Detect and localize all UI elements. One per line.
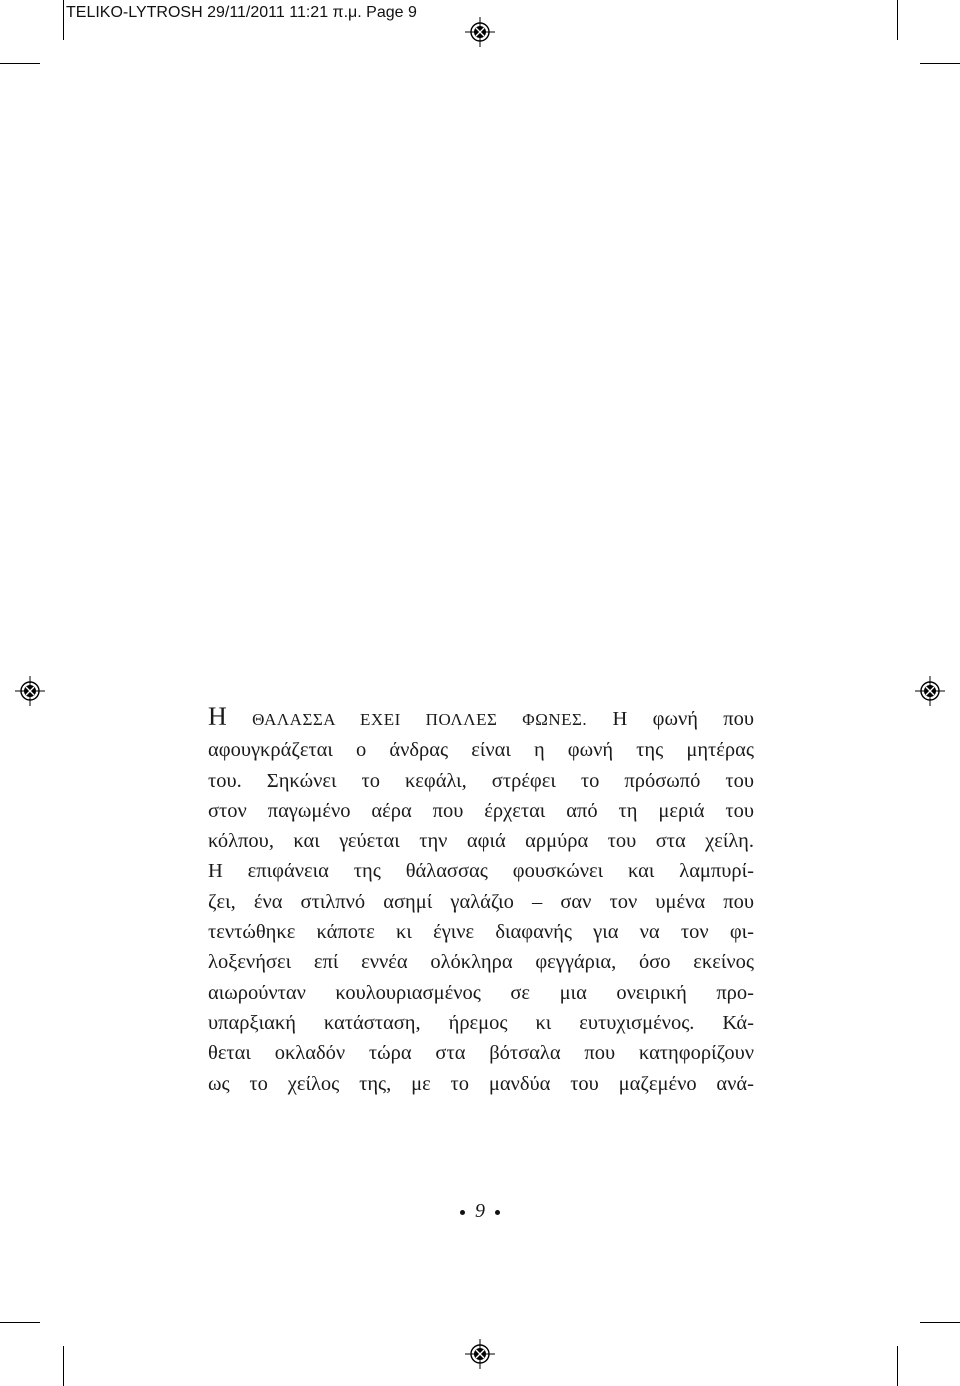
slug-file: TELIKO-LYTROSH	[66, 4, 203, 21]
body-line: υπαρξιακή κατάσταση, ήρεμος κι ευτυχισμένος. Κά-	[208, 1011, 754, 1034]
registration-mark-top-icon	[465, 17, 495, 47]
body-text	[208, 702, 754, 1099]
crop-mark-top-left-vertical	[63, 0, 64, 40]
body-line: του. Σηκώνει το κεφάλι, στρέφει το πρόσωπό του	[208, 769, 754, 792]
registration-mark-left-icon	[15, 676, 45, 706]
body-line: θεται οκλαδόν τώρα στα βότσαλα που κατηφορίζουν	[208, 1042, 754, 1065]
crop-mark-bottom-left-horizontal	[0, 1322, 40, 1323]
opening-smallcaps: ΘΑΛΑΣΣΑ ΕΧΕΙ ΠΟΛΛΕΣ ΦΩΝΕΣ.	[252, 710, 588, 729]
drop-initial: Η	[208, 702, 227, 731]
folio-bullet-right-icon	[495, 1210, 500, 1215]
line1-rest: Η φωνή που	[612, 708, 755, 730]
body-line: κόλπου, και γεύεται την αφιά αρμύρα του στα χείλη.	[208, 830, 754, 853]
crop-mark-top-right-vertical	[897, 0, 898, 40]
crop-mark-bottom-left-vertical	[63, 1346, 64, 1386]
crop-mark-top-left-horizontal	[0, 63, 40, 64]
body-line: αιωρούνταν κουλουριασμένος σε μια ονειρική προ-	[208, 981, 754, 1004]
page-number	[440, 1200, 520, 1223]
body-line: ζει, ένα στιλπνό ασημί γαλάζιο – σαν τον υμένα που	[208, 890, 754, 913]
folio-number: 9	[475, 1200, 485, 1222]
crop-mark-bottom-right-vertical	[897, 1346, 898, 1386]
body-line: στον παγωμένο αέρα που έρχεται από τη μεριά του	[208, 799, 754, 822]
crop-mark-bottom-right-horizontal	[920, 1322, 960, 1323]
body-line: ως το χείλος της, με το μανδύα του μαζεμένο ανά-	[208, 1072, 754, 1095]
body-line-1	[208, 702, 754, 735]
body-line: λοξενήσει επί εννέα ολόκληρα φεγγάρια, όσο εκείνος	[208, 951, 754, 974]
body-line: Η επιφάνεια της θάλασσας φουσκώνει και λαμπυρί-	[208, 860, 754, 883]
crop-mark-top-right-horizontal	[920, 63, 960, 64]
folio-bullet-left-icon	[460, 1210, 465, 1215]
print-slug	[66, 4, 417, 22]
slug-time: 11:21 π.μ.	[289, 4, 362, 21]
slug-page-label: Page 9	[366, 4, 417, 21]
body-line: αφουγκράζεται ο άνδρας είναι η φωνή της μητέρας	[208, 739, 754, 762]
body-line: τεντώθηκε κάποτε κι έγινε διαφανής για να τον φι-	[208, 921, 754, 944]
registration-mark-bottom-icon	[465, 1339, 495, 1369]
registration-mark-right-icon	[915, 676, 945, 706]
slug-date: 29/11/2011	[207, 4, 285, 21]
